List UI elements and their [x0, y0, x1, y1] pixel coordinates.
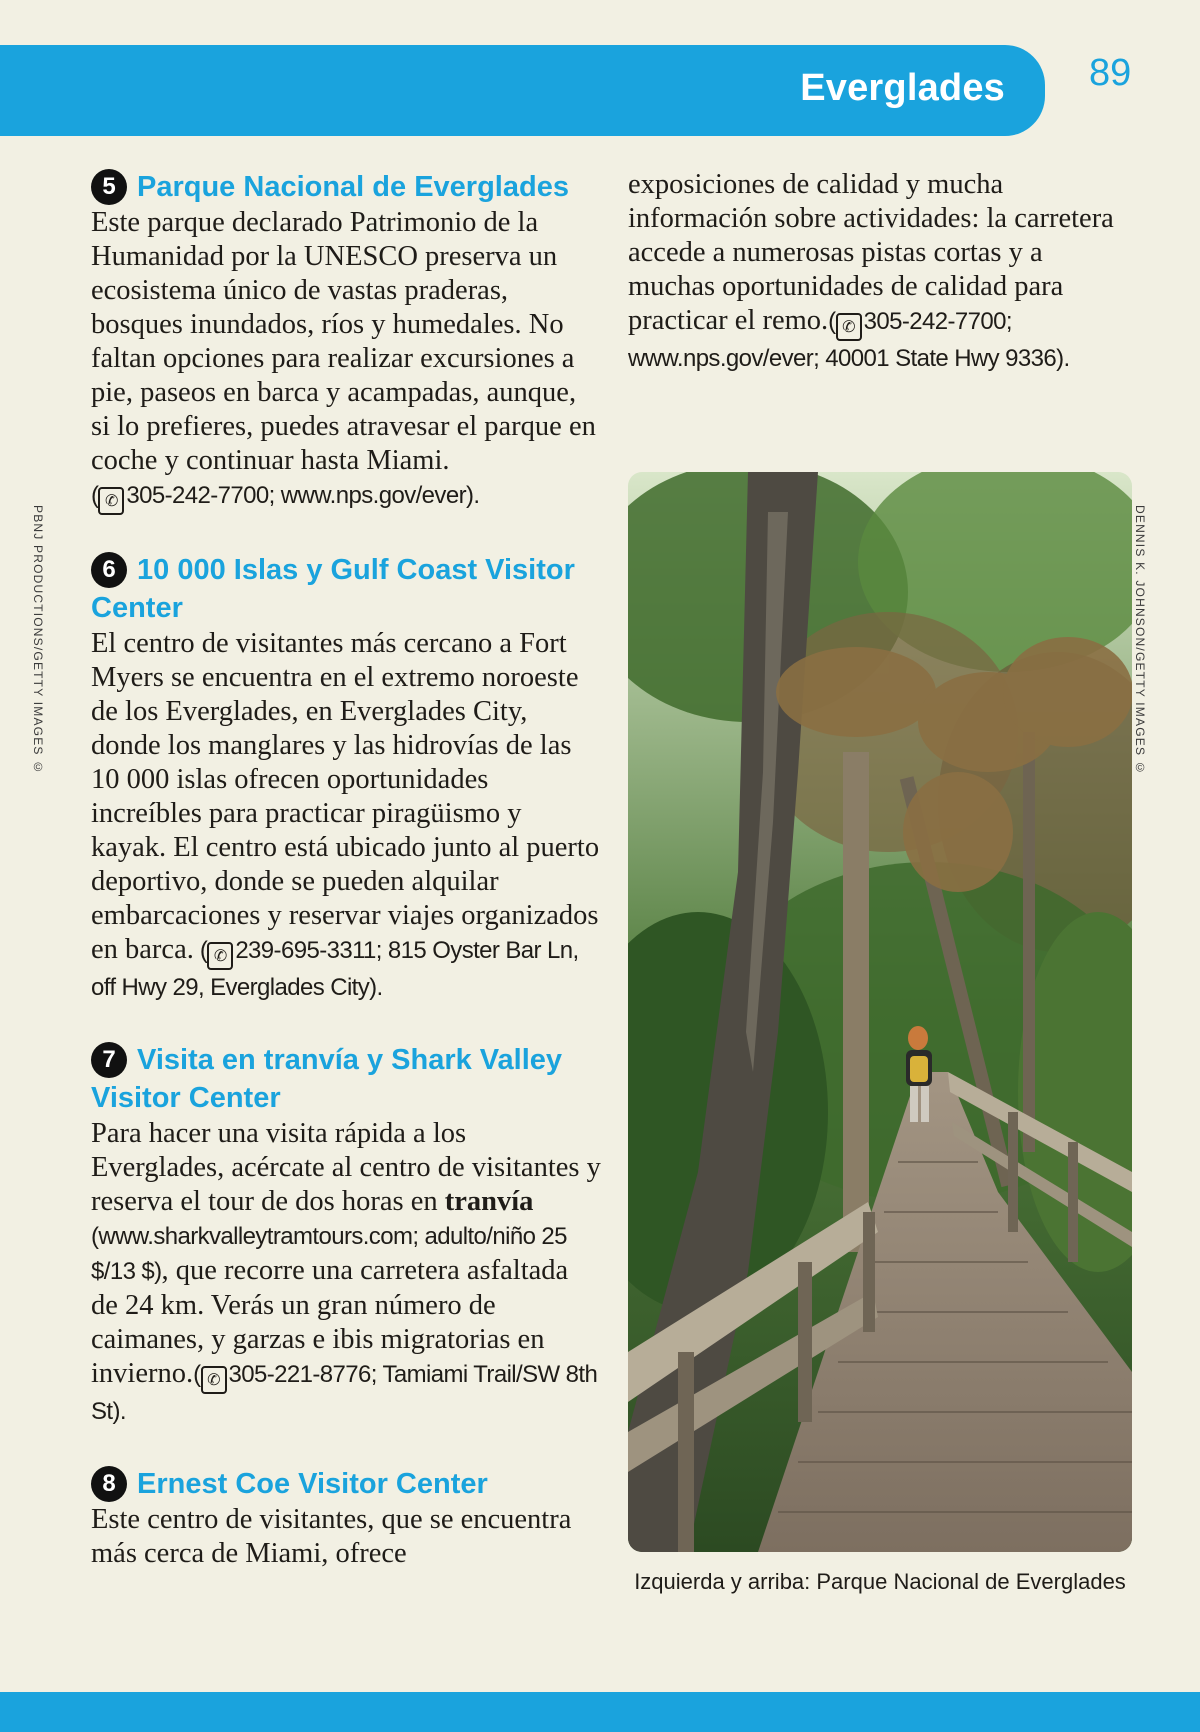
number-badge: 6 — [91, 552, 127, 588]
entry-6 — [91, 551, 601, 1005]
entry-info-text: 305-221-8776; Tamiami Trail/SW 8th St — [91, 1361, 598, 1425]
number-badge: 5 — [91, 169, 127, 205]
info-open: ( — [828, 308, 836, 335]
entry-description: Este parque declarado Patrimonio de la Humanidad por la UNESCO preserva un ecosistema único de vastas praderas, bosques inundados, ríos y humedales. No faltan opciones para realizar excursiones a pie, paseos en barca y acampadas, aunque, si lo prefieres, puedes atravesar el parque en coche y continuar hasta Miami. — [91, 207, 596, 476]
entry-title-text: Ernest Coe Visitor Center — [137, 1468, 488, 1500]
photo-credit-right: DENNIS K. JOHNSON/GETTY IMAGES © — [1133, 505, 1147, 776]
entry-7 — [91, 1041, 601, 1429]
entry-title — [91, 1465, 601, 1503]
phone-icon: ✆ — [207, 942, 233, 970]
entry-info-text: 239-695-3311; 815 Oyster Bar Ln, off Hwy 29, Everglades City — [91, 937, 579, 1001]
info-close: ). — [1056, 345, 1070, 372]
page-number: 89 — [1089, 52, 1132, 94]
section-title: Everglades — [800, 67, 1005, 109]
number-badge: 8 — [91, 1466, 127, 1502]
entry-body — [91, 627, 601, 1005]
entry-description: El centro de visitantes más cercano a Fort Myers se encuentra en el extremo noroeste de los Everglades, en Everglades City, donde los manglares y las hidrovías de las 10 000 islas ofrecen oportunidades increíbles para practicar piragüismo y kayak. El centro está ubicado junto al puerto deportivo, donde se pueden alquilar embarcaciones y reservar viajes organizados en barca. — [91, 628, 600, 965]
photo-caption: Izquierda y arriba: Parque Nacional de Everglades — [634, 1569, 1126, 1594]
phone-icon: ✆ — [201, 1366, 227, 1394]
entry-title — [91, 551, 601, 627]
entry-8 — [91, 1465, 601, 1571]
entry-5 — [91, 168, 601, 515]
left-column — [91, 168, 601, 1607]
entry-body — [91, 206, 601, 515]
entry-info — [91, 482, 479, 509]
boardwalk-photo — [628, 472, 1132, 1552]
phone-icon: ✆ — [836, 313, 862, 341]
paren-info: (www.sharkvalleytramtours.com; adulto/niño 25 $/13 $) — [91, 1223, 567, 1285]
right-column — [628, 168, 1133, 376]
entry-title — [91, 1041, 601, 1117]
number-badge: 7 — [91, 1042, 127, 1078]
info-open: ( — [193, 1361, 201, 1388]
entry-body — [91, 1503, 601, 1571]
bold-term: tranvía — [444, 1186, 534, 1217]
entry-title — [91, 168, 601, 206]
entry-description: Para hacer una visita rápida a los Everglades, acércate al centro de visitantes y reserva el tour de dos horas en — [91, 1118, 601, 1217]
photo-credit-left: PBNJ PRODUCTIONS/GETTY IMAGES © — [31, 505, 45, 776]
info-close: ). — [465, 482, 480, 509]
entry-description-continued: , que recorre una carretera asfaltada de 24 km. Verás un gran número de caimanes, y garzas e ibis migratorias en invierno. — [91, 1255, 569, 1389]
entry-body — [91, 1117, 601, 1429]
continuation-info-text: 305-242-7700; www.nps.gov/ever; 40001 State Hwy 9336 — [628, 308, 1057, 372]
phone-icon: ✆ — [98, 487, 124, 515]
info-close: ). — [369, 974, 383, 1001]
entry-title-text: 10 000 Islas y Gulf Coast Visitor Center — [91, 554, 575, 624]
info-open: ( — [91, 482, 99, 509]
entry-description: Este centro de visitantes, que se encuentra más cerca de Miami, ofrece — [91, 1504, 572, 1569]
entry-info-text: 305-242-7700; www.nps.gov/ever — [126, 482, 466, 509]
entry-title-text: Parque Nacional de Everglades — [137, 171, 569, 203]
info-open: ( — [193, 937, 208, 964]
entry-title-text: Visita en tranvía y Shark Valley Visitor Center — [91, 1044, 563, 1114]
continuation-body — [628, 168, 1133, 376]
info-close: ). — [112, 1398, 126, 1425]
continuation-text: exposiciones de calidad y mucha información sobre actividades: la carretera accede a numerosas pistas cortas y a muchas oportunidades de calidad para practicar el remo. — [628, 169, 1114, 336]
footer-band — [0, 1692, 1200, 1732]
